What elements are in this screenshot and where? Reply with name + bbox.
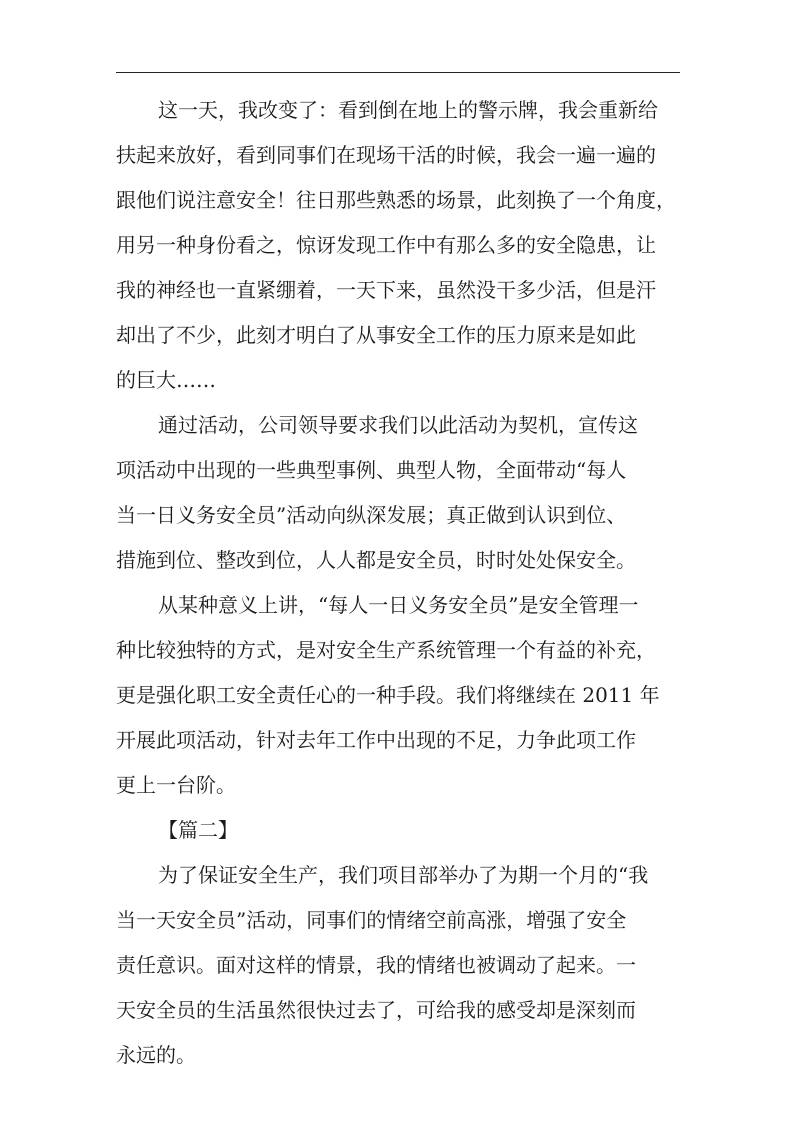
text-line: 项活动中出现的一些典型事例、典型人物，全面带动“每人 [116, 458, 627, 482]
paragraph-1 [116, 88, 682, 403]
paragraph-3 [116, 583, 682, 808]
document-body [116, 88, 682, 1078]
text-line: 永远的。 [116, 1043, 196, 1067]
text-line: 天安全员的生活虽然很快过去了，可给我的感受却是深刻而 [116, 998, 636, 1022]
text-line: 种比较独特的方式，是对安全生产系统管理一个有益的补充， [116, 638, 656, 662]
text-line: 这一天，我改变了：看到倒在地上的警示牌，我会重新给 [158, 98, 658, 122]
text-line: 更是强化职工安全责任心的一种手段。我们将继续在 2011 年 [116, 683, 660, 707]
text-line: 我的神经也一直紧绷着，一天下来，虽然没干多少活，但是汗 [116, 278, 656, 302]
text-line: 为了保证安全生产，我们项目部举办了为期一个月的“我 [158, 863, 649, 887]
text-line: 从某种意义上讲，“每人一日义务安全员”是安全管理一 [158, 593, 639, 617]
paragraph-2 [116, 403, 682, 583]
text-line: 用另一种身份看之，惊讶发现工作中有那么多的安全隐患，让 [116, 233, 656, 257]
header-rule [116, 72, 680, 73]
text-line: 当一天安全员”活动，同事们的情绪空前高涨，增强了安全 [116, 908, 627, 932]
text-line: 跟他们说注意安全！往日那些熟悉的场景，此刻换了一个角度， [116, 188, 676, 212]
paragraph-5 [116, 853, 682, 1078]
text-line: 开展此项活动，针对去年工作中出现的不足，力争此项工作 [116, 728, 636, 752]
section-title: 【篇二】 [158, 818, 238, 842]
text-line: 的巨大…… [116, 368, 216, 392]
text-line: 措施到位、整改到位，人人都是安全员，时时处处保安全。 [116, 548, 636, 572]
text-line: 责任意识。面对这样的情景，我的情绪也被调动了起来。一 [116, 953, 636, 977]
text-line: 却出了不少，此刻才明白了从事安全工作的压力原来是如此 [116, 323, 636, 347]
section-heading [116, 808, 682, 853]
text-line: 通过活动，公司领导要求我们以此活动为契机，宣传这 [158, 413, 638, 437]
text-line: 更上一台阶。 [116, 773, 236, 797]
text-line: 当一日义务安全员”活动向纵深发展；真正做到认识到位、 [116, 503, 627, 527]
text-line: 扶起来放好，看到同事们在现场干活的时候，我会一遍一遍的 [116, 143, 656, 167]
